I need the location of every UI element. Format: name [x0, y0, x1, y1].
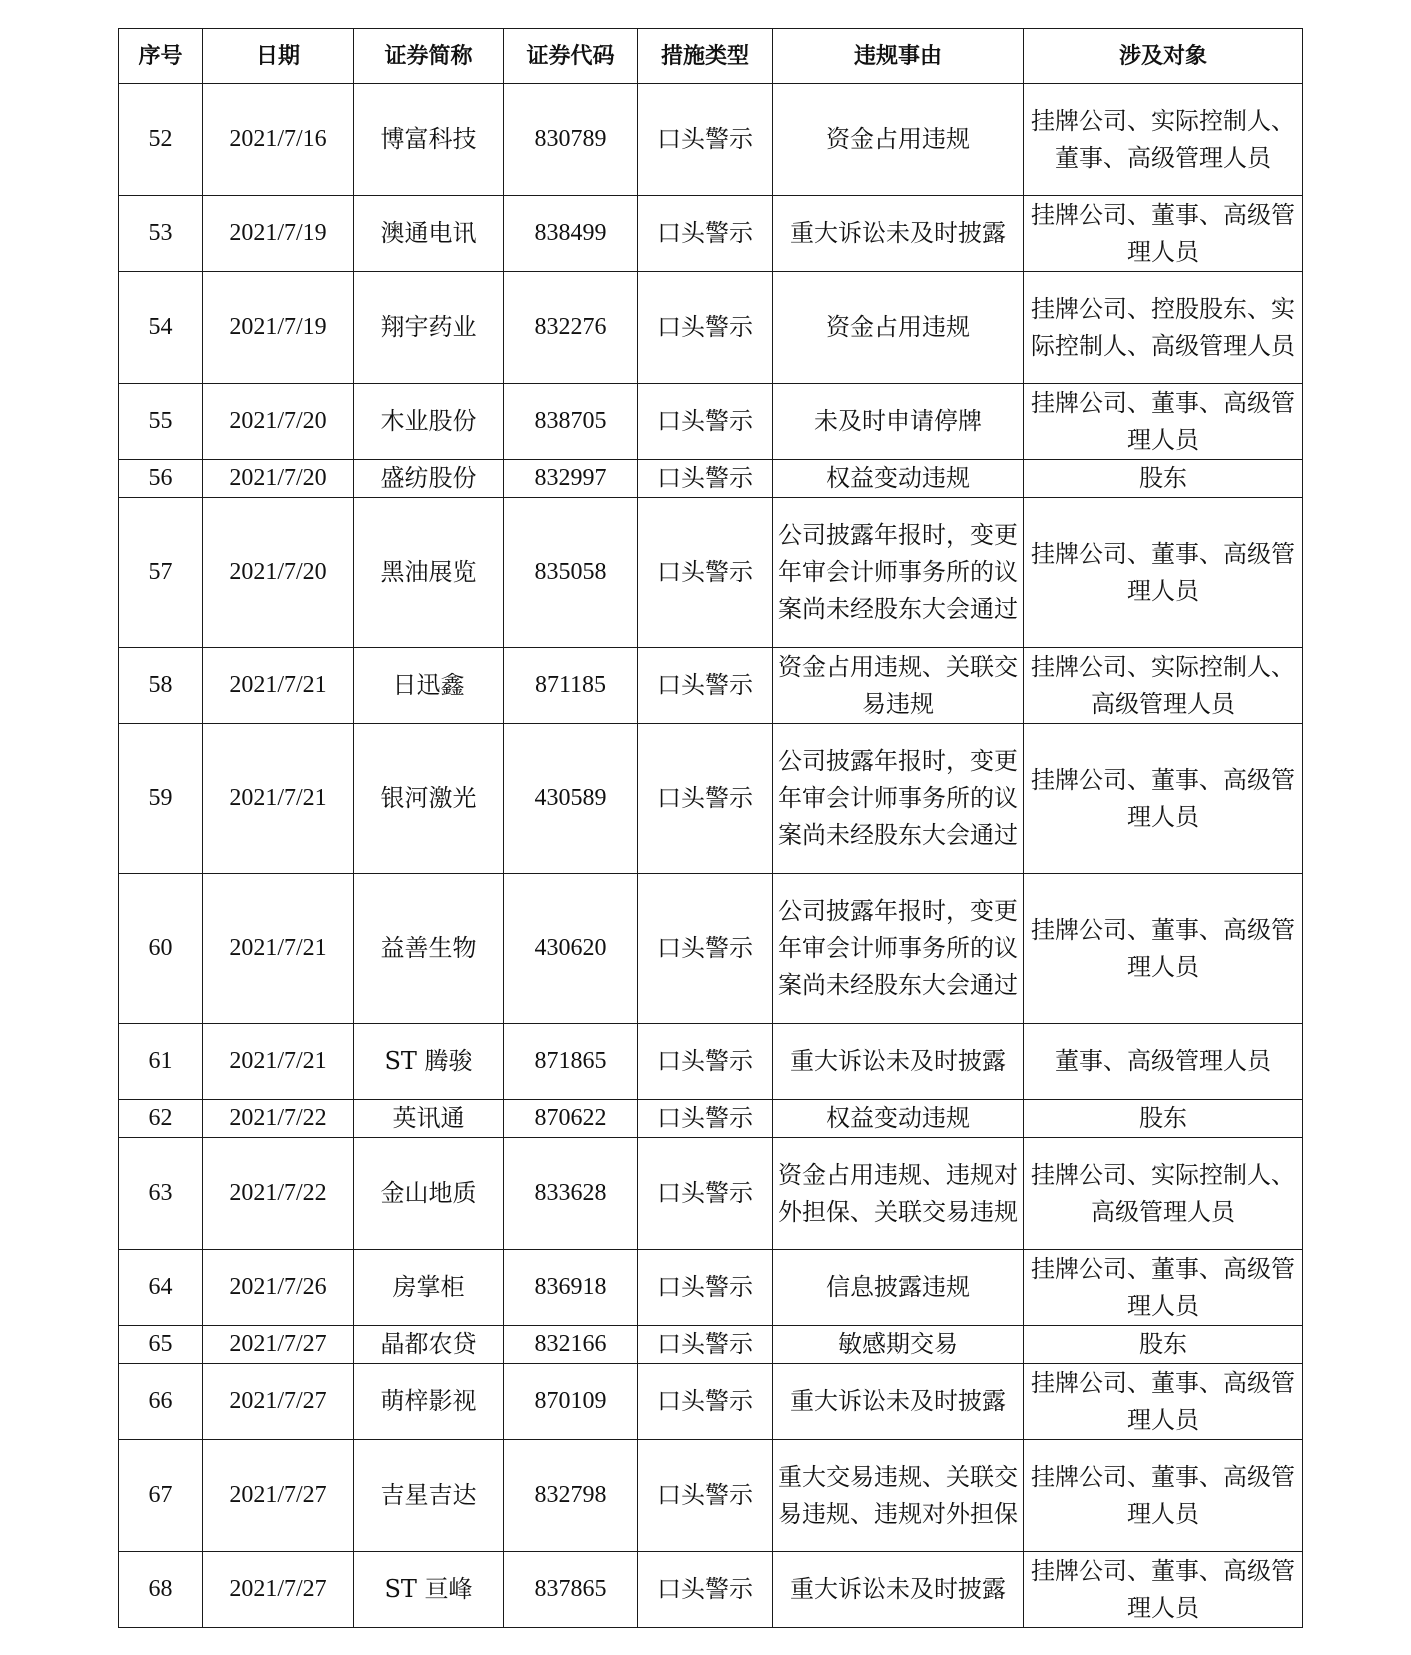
cell-involved-parties: 股东: [1024, 1326, 1303, 1364]
cell-security-name: 房掌柜: [354, 1250, 504, 1326]
cell-security-code: 871865: [504, 1024, 638, 1100]
cell-security-name: 黑油展览: [354, 498, 504, 648]
table-row: [119, 498, 1303, 648]
cell-involved-parties: 挂牌公司、实际控制人、高级管理人员: [1024, 648, 1303, 724]
cell-measure-type: 口头警示: [638, 874, 773, 1024]
cell-security-name: 澳通电讯: [354, 196, 504, 272]
cell-security-code: 832276: [504, 272, 638, 384]
cell-date: 2021/7/27: [203, 1364, 354, 1440]
cell-violation-reason: 重大诉讼未及时披露: [773, 196, 1024, 272]
cell-security-name: 盛纺股份: [354, 460, 504, 498]
cell-date: 2021/7/20: [203, 460, 354, 498]
cell-security-code: 870622: [504, 1100, 638, 1138]
cell-no: 66: [119, 1364, 203, 1440]
table-row: [119, 1326, 1303, 1364]
cell-security-name: 博富科技: [354, 84, 504, 196]
cell-violation-reason: 重大诉讼未及时披露: [773, 1552, 1024, 1628]
cell-no: 56: [119, 460, 203, 498]
cell-security-name: ST 腾骏: [354, 1024, 504, 1100]
cell-violation-reason: 公司披露年报时，变更年审会计师事务所的议案尚未经股东大会通过: [773, 498, 1024, 648]
cell-violation-reason: 资金占用违规: [773, 84, 1024, 196]
cell-date: 2021/7/19: [203, 272, 354, 384]
cell-date: 2021/7/22: [203, 1100, 354, 1138]
cell-security-code: 838499: [504, 196, 638, 272]
cell-violation-reason: 敏感期交易: [773, 1326, 1024, 1364]
cell-date: 2021/7/27: [203, 1552, 354, 1628]
cell-security-code: 430620: [504, 874, 638, 1024]
cell-no: 68: [119, 1552, 203, 1628]
cell-measure-type: 口头警示: [638, 84, 773, 196]
cell-security-name: ST 亘峰: [354, 1552, 504, 1628]
cell-measure-type: 口头警示: [638, 1138, 773, 1250]
table-row: [119, 648, 1303, 724]
cell-involved-parties: 股东: [1024, 1100, 1303, 1138]
cell-no: 58: [119, 648, 203, 724]
cell-security-name: 日迅鑫: [354, 648, 504, 724]
cell-security-name: 金山地质: [354, 1138, 504, 1250]
cell-involved-parties: 股东: [1024, 460, 1303, 498]
cell-no: 57: [119, 498, 203, 648]
cell-involved-parties: 挂牌公司、董事、高级管理人员: [1024, 196, 1303, 272]
cell-measure-type: 口头警示: [638, 1250, 773, 1326]
cell-security-name: 英讯通: [354, 1100, 504, 1138]
cell-measure-type: 口头警示: [638, 272, 773, 384]
cell-security-code: 832997: [504, 460, 638, 498]
cell-no: 64: [119, 1250, 203, 1326]
cell-measure-type: 口头警示: [638, 1364, 773, 1440]
cell-security-code: 430589: [504, 724, 638, 874]
cell-no: 63: [119, 1138, 203, 1250]
cell-security-code: 837865: [504, 1552, 638, 1628]
cell-date: 2021/7/27: [203, 1326, 354, 1364]
cell-no: 62: [119, 1100, 203, 1138]
cell-measure-type: 口头警示: [638, 1440, 773, 1552]
header-date: 日期: [203, 29, 354, 84]
cell-measure-type: 口头警示: [638, 460, 773, 498]
cell-violation-reason: 重大诉讼未及时披露: [773, 1364, 1024, 1440]
cell-date: 2021/7/26: [203, 1250, 354, 1326]
cell-security-code: 836918: [504, 1250, 638, 1326]
cell-no: 52: [119, 84, 203, 196]
cell-security-code: 838705: [504, 384, 638, 460]
table-row: [119, 272, 1303, 384]
cell-date: 2021/7/21: [203, 874, 354, 1024]
cell-measure-type: 口头警示: [638, 384, 773, 460]
cell-involved-parties: 挂牌公司、董事、高级管理人员: [1024, 1440, 1303, 1552]
cell-security-name: 益善生物: [354, 874, 504, 1024]
header-security-name: 证券简称: [354, 29, 504, 84]
cell-violation-reason: 资金占用违规: [773, 272, 1024, 384]
header-violation-reason: 违规事由: [773, 29, 1024, 84]
cell-date: 2021/7/19: [203, 196, 354, 272]
cell-involved-parties: 挂牌公司、董事、高级管理人员: [1024, 498, 1303, 648]
table-row: [119, 460, 1303, 498]
cell-security-name: 萌梓影视: [354, 1364, 504, 1440]
cell-date: 2021/7/21: [203, 648, 354, 724]
cell-no: 65: [119, 1326, 203, 1364]
cell-date: 2021/7/16: [203, 84, 354, 196]
cell-measure-type: 口头警示: [638, 1024, 773, 1100]
cell-security-name: 吉星吉达: [354, 1440, 504, 1552]
cell-date: 2021/7/21: [203, 724, 354, 874]
cell-involved-parties: 挂牌公司、控股股东、实际控制人、高级管理人员: [1024, 272, 1303, 384]
cell-measure-type: 口头警示: [638, 196, 773, 272]
table-row: [119, 384, 1303, 460]
cell-security-code: 871185: [504, 648, 638, 724]
cell-date: 2021/7/22: [203, 1138, 354, 1250]
table-row: [119, 874, 1303, 1024]
cell-security-code: 833628: [504, 1138, 638, 1250]
cell-involved-parties: 挂牌公司、董事、高级管理人员: [1024, 384, 1303, 460]
cell-measure-type: 口头警示: [638, 1552, 773, 1628]
table-row: [119, 84, 1303, 196]
table-row: [119, 1024, 1303, 1100]
cell-violation-reason: 重大交易违规、关联交易违规、违规对外担保: [773, 1440, 1024, 1552]
cell-date: 2021/7/20: [203, 498, 354, 648]
cell-involved-parties: 挂牌公司、实际控制人、高级管理人员: [1024, 1138, 1303, 1250]
cell-violation-reason: 公司披露年报时，变更年审会计师事务所的议案尚未经股东大会通过: [773, 724, 1024, 874]
cell-no: 54: [119, 272, 203, 384]
cell-no: 59: [119, 724, 203, 874]
table-row: [119, 1250, 1303, 1326]
cell-involved-parties: 挂牌公司、实际控制人、董事、高级管理人员: [1024, 84, 1303, 196]
cell-no: 55: [119, 384, 203, 460]
cell-involved-parties: 挂牌公司、董事、高级管理人员: [1024, 1364, 1303, 1440]
table-row: [119, 1552, 1303, 1628]
violations-table: [118, 28, 1303, 1628]
header-security-code: 证券代码: [504, 29, 638, 84]
header-row: [119, 29, 1303, 84]
cell-violation-reason: 未及时申请停牌: [773, 384, 1024, 460]
table-row: [119, 724, 1303, 874]
cell-measure-type: 口头警示: [638, 1100, 773, 1138]
header-no: 序号: [119, 29, 203, 84]
cell-date: 2021/7/20: [203, 384, 354, 460]
cell-violation-reason: 信息披露违规: [773, 1250, 1024, 1326]
cell-violation-reason: 重大诉讼未及时披露: [773, 1024, 1024, 1100]
table-row: [119, 1364, 1303, 1440]
cell-violation-reason: 公司披露年报时，变更年审会计师事务所的议案尚未经股东大会通过: [773, 874, 1024, 1024]
cell-violation-reason: 权益变动违规: [773, 460, 1024, 498]
table-body: [119, 84, 1303, 1628]
table-header: [119, 29, 1303, 84]
cell-no: 53: [119, 196, 203, 272]
cell-security-code: 832798: [504, 1440, 638, 1552]
header-measure-type: 措施类型: [638, 29, 773, 84]
table-row: [119, 1100, 1303, 1138]
cell-measure-type: 口头警示: [638, 1326, 773, 1364]
cell-no: 67: [119, 1440, 203, 1552]
table-row: [119, 1440, 1303, 1552]
cell-involved-parties: 挂牌公司、董事、高级管理人员: [1024, 724, 1303, 874]
table-row: [119, 1138, 1303, 1250]
cell-security-code: 835058: [504, 498, 638, 648]
cell-measure-type: 口头警示: [638, 724, 773, 874]
cell-security-code: 832166: [504, 1326, 638, 1364]
cell-violation-reason: 资金占用违规、关联交易违规: [773, 648, 1024, 724]
cell-date: 2021/7/21: [203, 1024, 354, 1100]
header-involved-parties: 涉及对象: [1024, 29, 1303, 84]
cell-involved-parties: 挂牌公司、董事、高级管理人员: [1024, 874, 1303, 1024]
cell-measure-type: 口头警示: [638, 648, 773, 724]
cell-involved-parties: 挂牌公司、董事、高级管理人员: [1024, 1250, 1303, 1326]
cell-date: 2021/7/27: [203, 1440, 354, 1552]
cell-security-name: 木业股份: [354, 384, 504, 460]
cell-no: 60: [119, 874, 203, 1024]
cell-security-name: 银河激光: [354, 724, 504, 874]
cell-security-code: 830789: [504, 84, 638, 196]
cell-measure-type: 口头警示: [638, 498, 773, 648]
cell-involved-parties: 董事、高级管理人员: [1024, 1024, 1303, 1100]
cell-involved-parties: 挂牌公司、董事、高级管理人员: [1024, 1552, 1303, 1628]
table-row: [119, 196, 1303, 272]
cell-security-name: 翔宇药业: [354, 272, 504, 384]
cell-violation-reason: 资金占用违规、违规对外担保、关联交易违规: [773, 1138, 1024, 1250]
cell-violation-reason: 权益变动违规: [773, 1100, 1024, 1138]
cell-no: 61: [119, 1024, 203, 1100]
cell-security-name: 晶都农贷: [354, 1326, 504, 1364]
cell-security-code: 870109: [504, 1364, 638, 1440]
